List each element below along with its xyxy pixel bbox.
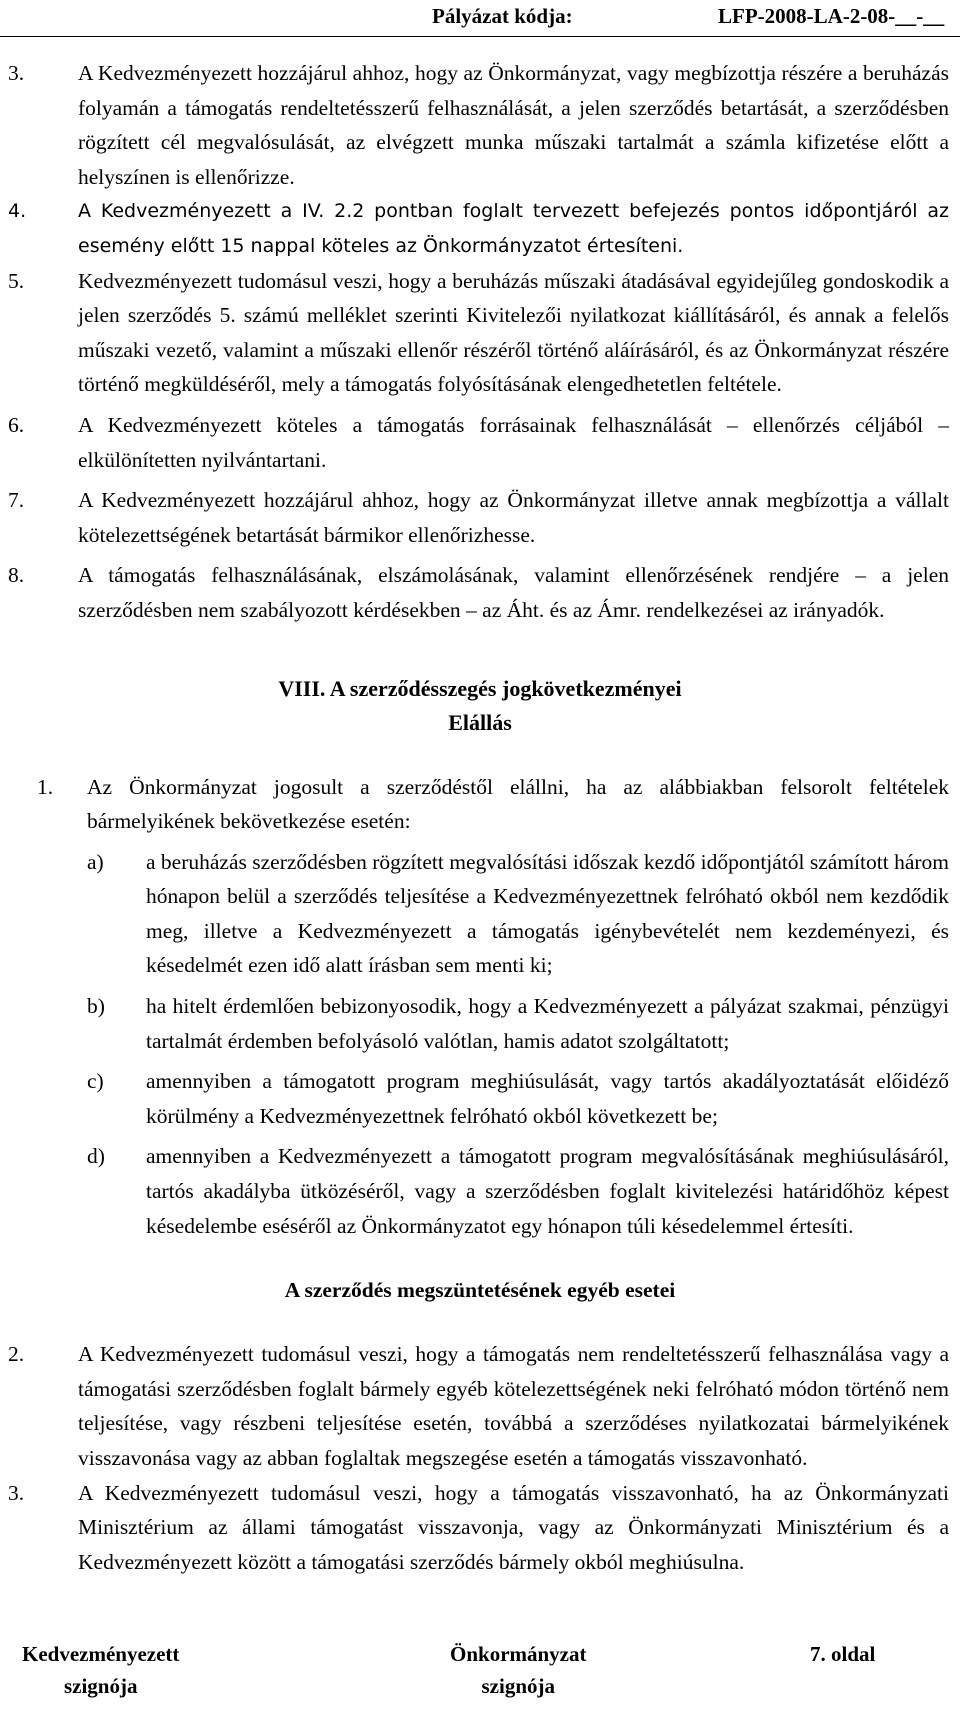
sub-item-text: amennyiben a Kedvezményezett a támogatott program megvalósításának meghiúsulásáról, tartós akadályba ütközéséről, vagy a szerződésben foglalt kivitelezési határidőhöz képest késedelembe eséséről az Önkormányzatot egy hónapon túli késedelemmel értesíti. <box>146 1144 949 1238</box>
list-item <box>0 408 960 477</box>
section-subtitle: Elállás <box>448 709 512 735</box>
list-item <box>0 1476 960 1580</box>
sub-item-letter: d) <box>87 1144 105 1169</box>
item-number: 1. <box>37 774 54 799</box>
section-title: A szerződés megszüntetésének egyéb esetei <box>284 1278 676 1303</box>
section-title: VIII. A szerződésszegés jogkövetkezményei <box>278 675 682 701</box>
item-number: 5. <box>8 268 25 293</box>
sub-item-letter: a) <box>87 849 104 874</box>
list-item <box>0 264 960 402</box>
item-number: 6. <box>8 412 25 437</box>
list-item <box>0 558 960 627</box>
item-text: Az Önkormányzat jogosult a szerződéstől elállni, ha az alábbiakban felsorolt feltételek bármelyikének bekövetkezése esetén: <box>87 774 949 834</box>
sub-item-text: a beruházás szerződésben rögzített megvalósítási időszak kezdő időpontjától számított három hónapon belül a szerződés teljesítése a Kedvezményezettnek felróható okból nem kezdődik meg, illetve a Kedvezményezett a támogatás igénybevételét nem kezdeményezi, és késedelmét ezen idő alatt írásban sem menti ki; <box>146 849 950 978</box>
list-item <box>0 56 960 194</box>
beneficiary-label: Kedvezményezett <box>22 1642 180 1666</box>
item-number: 3. <box>8 1480 25 1505</box>
item-text: A Kedvezményezett a IV. 2.2 pontban foglalt tervezett befejezés pontos időpontjáról az esemény előtt 15 nappal köteles az Önkormányzatot értesíteni. <box>78 200 949 257</box>
municipality-initials-label: szignója <box>481 1674 555 1698</box>
item-number: 2. <box>8 1342 25 1367</box>
list-item <box>0 770 960 839</box>
sub-item-letter: c) <box>87 1069 104 1094</box>
item-number: 4. <box>8 200 27 223</box>
item-text: A támogatás felhasználásának, elszámolásának, valamint ellenőrzésének rendjére – a jelen szerződésben nem szabályozott kérdésekben – az Áht. és az Ámr. rendelkezései az irányadók. <box>78 563 949 622</box>
sub-list-item <box>0 989 960 1058</box>
item-text: A Kedvezményezett hozzájárul ahhoz, hogy az Önkormányzat, vagy megbízottja részére a beruházás folyamán a támogatás rendeltetésszerű felhasználását, a jelen szerződés betartását, a szerződésben rögzített cél megvalósulását, az elvégzett munka műszaki tartalmát a számla kifizetése előtt a helyszínen is ellenőrizze. <box>78 61 949 189</box>
item-text: Kedvezményezett tudomásul veszi, hogy a beruházás műszaki átadásával egyidejűleg gondoskodik a jelen szerződés 5. számú melléklet szerinti Kivitelezői nyilatkozat kiállításáról, és annak a felelős műszaki vezető, valamint a műszaki ellenőr részéről történő aláírásáról, és az Önkormányzat részére történő megküldéséről, mely a támogatás folyósításának elengedhetetlen feltétele. <box>78 268 949 397</box>
item-text: A Kedvezményezett hozzájárul ahhoz, hogy az Önkormányzat illetve annak megbízottja a vállalt kötelezettségének betartását bármikor ellenőrizhesse. <box>78 488 949 547</box>
application-code: LFP-2008-LA-2-08-__-__ <box>718 4 945 28</box>
list-item <box>0 483 960 552</box>
municipality-label: Önkormányzat <box>450 1642 587 1666</box>
beneficiary-initials-label: szignója <box>63 1674 138 1698</box>
page-number: 7. oldal <box>810 1642 876 1666</box>
item-text: A Kedvezményezett köteles a támogatás forrásainak felhasználását – ellenőrzés céljából – elkülönítetten nyilvántartani. <box>78 412 949 472</box>
header-rule <box>0 36 960 37</box>
item-number: 3. <box>8 61 25 85</box>
sub-item-text: amennyiben a támogatott program meghiúsulását, vagy tartós akadályoztatását előidéző körülmény a Kedvezményezettnek felróható okból következett be; <box>146 1069 949 1128</box>
sub-item-letter: b) <box>87 994 105 1019</box>
sub-list-item <box>0 845 960 983</box>
list-item <box>0 194 960 263</box>
item-text: A Kedvezményezett tudomásul veszi, hogy a támogatás nem rendeltetésszerű felhasználása vagy a támogatási szerződésben foglalt bármely egyéb kötelezettségének neki felróható módon történő nem teljesítése, vagy részbeni teljesítése esetén, továbbá a szerződéses nyilatkozatai bármelyikének visszavonása vagy az abban foglaltak megszegése esetén a támogatás visszavonható. <box>78 1342 949 1470</box>
list-item <box>0 1337 960 1475</box>
item-text: A Kedvezményezett tudomásul veszi, hogy a támogatás visszavonható, ha az Önkormányzati Minisztérium az állami támogatást visszavonja, vagy az Önkormányzati Minisztérium és a Kedvezményezett között a támogatási szerződés bármely okból meghiúsulna. <box>78 1480 949 1574</box>
item-number: 8. <box>8 563 25 588</box>
document-body <box>0 56 960 1579</box>
municipality-signature <box>450 1638 587 1702</box>
item-number: 7. <box>8 488 25 513</box>
beneficiary-signature <box>22 1638 179 1702</box>
application-code-label: Pályázat kódja: <box>432 4 573 28</box>
page-header <box>0 0 960 40</box>
sub-list-item <box>0 1064 960 1133</box>
sub-list-item <box>0 1139 960 1243</box>
sub-item-text: ha hitelt érdemlően bebizonyosodik, hogy a Kedvezményezett a pályázat szakmai, pénzügyi tartalmát érdemben befolyásoló valótlan, hamis adatot szolgáltatott; <box>146 994 949 1053</box>
